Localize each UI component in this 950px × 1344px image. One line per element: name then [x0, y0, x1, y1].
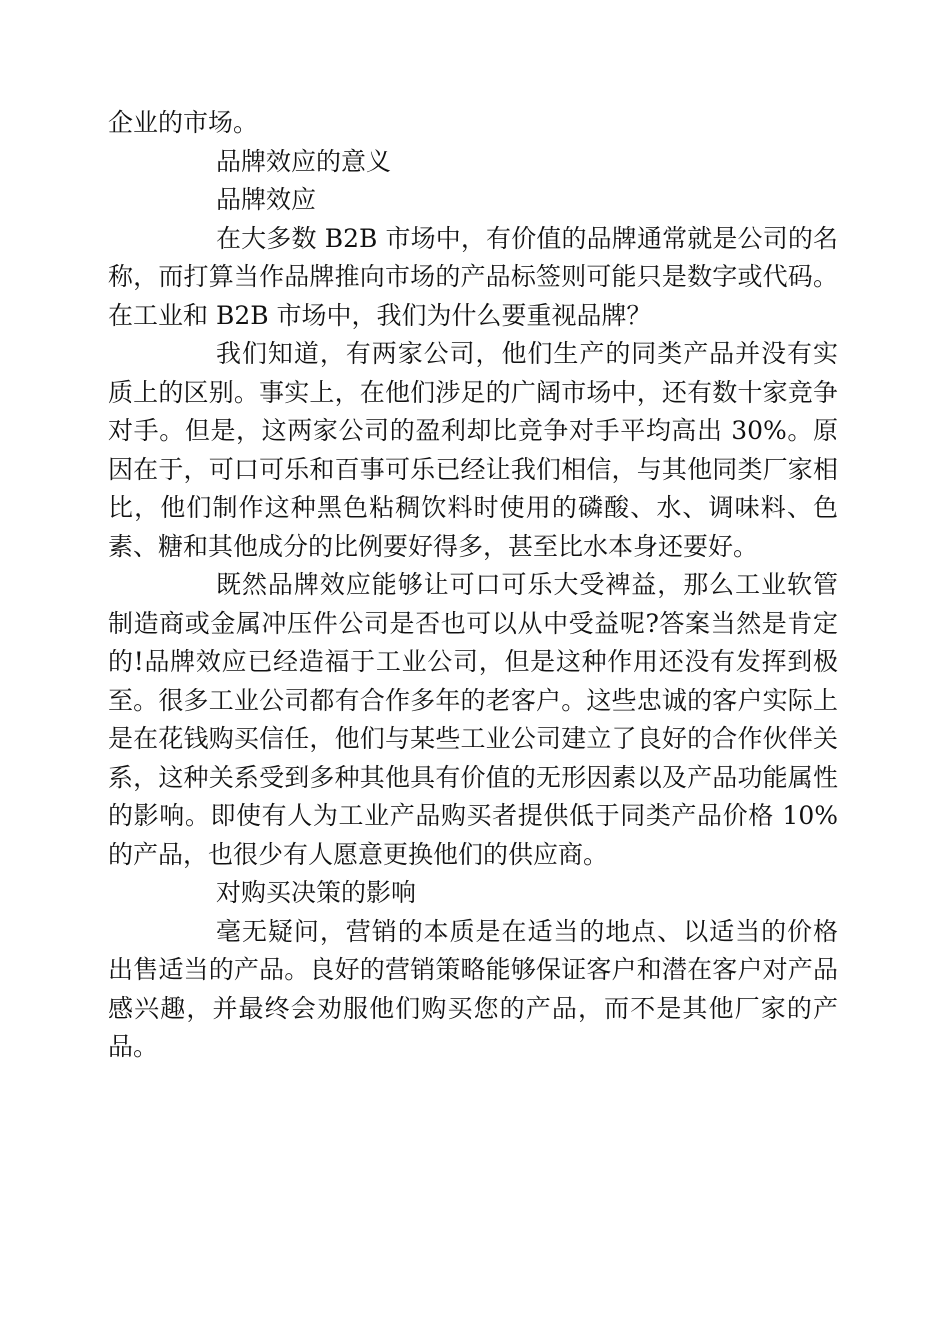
paragraph-two-companies: 我们知道，有两家公司，他们生产的同类产品并没有实质上的区别。事实上，在他们涉足的广阔市场中，还有数十家竞争对手。但是，这两家公司的盈利却比竞争对手平均高出 30%。原因在于，可口可乐和百事可乐已经让我们相信，与其他同类厂家相比，他们制作这种黑色粘稠饮料时使用的磷酸、水、调味料、色素、糖和其他成分的比例要好得多，甚至比水本身还要好。 [108, 339, 838, 561]
section-heading-brand-effect: 品牌效应 [216, 185, 317, 214]
section-heading-purchase-decision: 对购买决策的影响 [216, 878, 417, 907]
paragraph-continuation: 企业的市场。 [108, 108, 259, 137]
paragraph-b2b-brand: 在大多数 B2B 市场中，有价值的品牌通常就是公司的名称，而打算当作品牌推向市场的产品标签则可能只是数字或代码。在工业和 B2B 市场中，我们为什么要重视品牌？ [108, 223, 838, 330]
paragraph-marketing-essence: 毫无疑问，营销的本质是在适当的地点、以适当的价格出售适当的产品。良好的营销策略能够保证客户和潜在客户对产品感兴趣，并最终会劝服他们购买您的产品，而不是其他厂家的产品。 [108, 916, 838, 1061]
paragraph-industrial-benefit: 既然品牌效应能够让可口可乐大受裨益，那么工业软管制造商或金属冲压件公司是否也可以从中受益呢?答案当然是肯定的!品牌效应已经造福于工业公司，但是这种作用还没有发挥到极至。很多工业公司都有合作多年的老客户。这些忠诚的客户实际上是在花钱购买信任，他们与某些工业公司建立了良好的合作伙伴关系，这种关系受到多种其他具有价值的无形因素以及产品功能属性的影响。即使有人为工业产品购买者提供低于同类产品价格 10%的产品，也很少有人愿意更换他们的供应商。 [108, 570, 838, 869]
document-body [108, 104, 838, 1067]
section-heading-brand-meaning: 品牌效应的意义 [216, 146, 392, 176]
